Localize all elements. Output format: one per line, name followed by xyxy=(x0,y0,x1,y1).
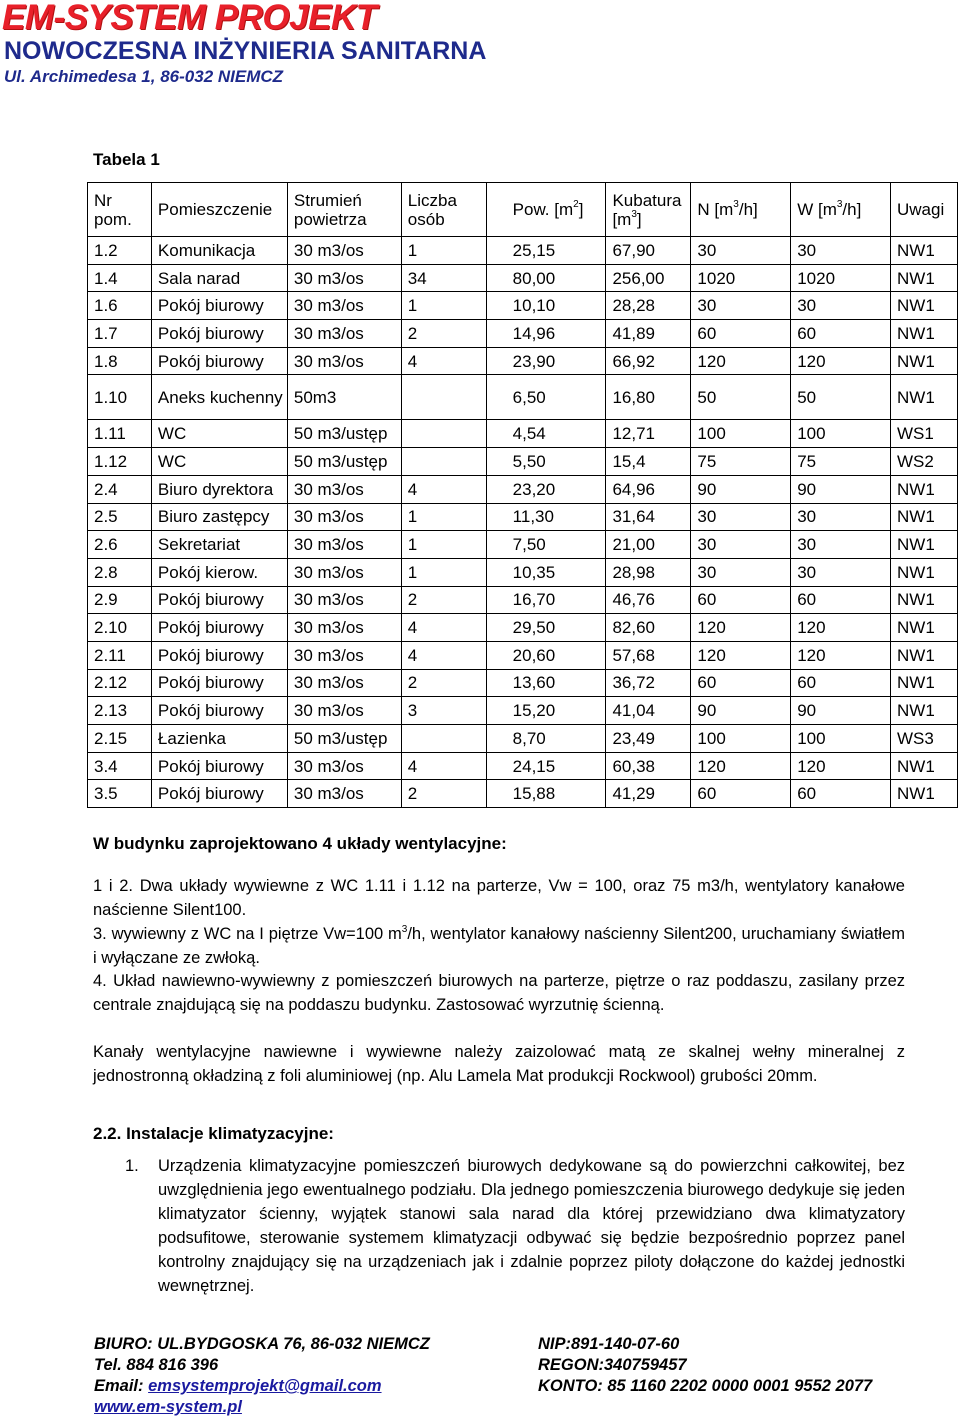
cell-nr: 1.12 xyxy=(88,448,152,476)
cell-pomieszczenie: Aneks kuchenny xyxy=(151,375,287,420)
cell-kubatura: 12,71 xyxy=(606,420,691,448)
cell-nr: 2.5 xyxy=(88,503,152,531)
cell-pomieszczenie: Pokój biurowy xyxy=(151,320,287,348)
cell-pomieszczenie: Pokój biurowy xyxy=(151,586,287,614)
cell-nr: 1.4 xyxy=(88,264,152,292)
cell-liczba: 2 xyxy=(401,780,486,808)
cell-liczba: 2 xyxy=(401,320,486,348)
cell-strumien: 30 m3/os xyxy=(287,752,401,780)
cell-uwagi: WS2 xyxy=(891,448,958,476)
cell-pow: 23,20 xyxy=(486,475,606,503)
cell-nr: 2.12 xyxy=(88,669,152,697)
cell-strumien: 50m3 xyxy=(287,375,401,420)
cell-pow: 7,50 xyxy=(486,531,606,559)
cell-strumien: 30 m3/os xyxy=(287,780,401,808)
table-row xyxy=(88,780,958,808)
header-kubatura: Kubatura $[m^3]$ xyxy=(606,183,691,237)
table-row xyxy=(88,320,958,348)
cell-pomieszczenie: Pokój biurowy xyxy=(151,669,287,697)
cell-kubatura: 21,00 xyxy=(606,531,691,559)
company-subtitle: NOWOCZESNA INŻYNIERIA SANITARNA xyxy=(4,37,487,65)
cell-strumien: 30 m3/os xyxy=(287,531,401,559)
cell-n: 120 xyxy=(691,641,791,669)
table-row xyxy=(88,752,958,780)
table-row xyxy=(88,448,958,476)
section-air-conditioning-heading: 2.2. Instalacje klimatyzacyjne: xyxy=(93,1124,334,1143)
cell-w: 60 xyxy=(791,669,891,697)
cell-uwagi: NW1 xyxy=(891,347,958,375)
cell-n: 100 xyxy=(691,725,791,753)
cell-n: 30 xyxy=(691,237,791,265)
cell-liczba: 2 xyxy=(401,586,486,614)
section-ventilation-heading: W budynku zaprojektowano 4 układy wentylacyjne: xyxy=(93,834,507,853)
cell-uwagi: NW1 xyxy=(891,780,958,808)
cell-n: 60 xyxy=(691,320,791,348)
cell-pomieszczenie: Pokój biurowy xyxy=(151,697,287,725)
cell-liczba xyxy=(401,448,486,476)
cell-w: 120 xyxy=(791,641,891,669)
header-w: W $[m^3/h]$ xyxy=(791,183,891,237)
cell-liczba: 4 xyxy=(401,641,486,669)
cell-w: 60 xyxy=(791,780,891,808)
paragraph-system-3: 3. wywiewny z WC na I piętrze Vw=100 $m^3/h$, wentylator kanałowy naścienny Silent200, uruchamiany światłem i wyłączane ze zwłoką. xyxy=(93,923,906,967)
footer-phone: Tel. 884 816 396 xyxy=(94,1356,219,1374)
paragraph-insulation: Kanały wentylacyjne nawiewne i wywiewne należy zaizolować matą ze skalnej wełny mineralnej z jednostronną okładziną z foli aluminiowej (np. Alu Lamela Mat produkcji Rockwool) grubości 20mm. xyxy=(93,1043,905,1085)
cell-n: 60 xyxy=(691,669,791,697)
cell-uwagi: WS1 xyxy=(891,420,958,448)
cell-kubatura: 67,90 xyxy=(606,237,691,265)
cell-nr: 2.8 xyxy=(88,558,152,586)
cell-nr: 2.15 xyxy=(88,725,152,753)
cell-kubatura: 82,60 xyxy=(606,614,691,642)
paragraph-system-4: 4. Układ nawiewno-wywiewny z pomieszczeń biurowych na parterze, piętrze o raz poddaszu, zasilany przez centrale znajdującą się na poddaszu budynku. Zastosować wyrzutnię ścienną. xyxy=(93,972,905,1014)
cell-pomieszczenie: Pokój biurowy xyxy=(151,780,287,808)
cell-uwagi: NW1 xyxy=(891,558,958,586)
cell-nr: 1.7 xyxy=(88,320,152,348)
cell-kubatura: 46,76 xyxy=(606,586,691,614)
cell-pomieszczenie: Biuro dyrektora xyxy=(151,475,287,503)
cell-w: 90 xyxy=(791,697,891,725)
cell-pomieszczenie: Pokój biurowy xyxy=(151,347,287,375)
table-row xyxy=(88,237,958,265)
cell-strumien: 30 m3/os xyxy=(287,614,401,642)
cell-uwagi: NW1 xyxy=(891,503,958,531)
cell-uwagi: NW1 xyxy=(891,669,958,697)
cell-liczba: 1 xyxy=(401,558,486,586)
table-row xyxy=(88,669,958,697)
cell-pow: 11,30 xyxy=(486,503,606,531)
cell-strumien: 50 m3/ustęp xyxy=(287,420,401,448)
cell-uwagi: NW1 xyxy=(891,320,958,348)
table-row xyxy=(88,614,958,642)
cell-pow: 6,50 xyxy=(486,375,606,420)
cell-kubatura: 23,49 xyxy=(606,725,691,753)
cell-w: 1020 xyxy=(791,264,891,292)
cell-nr: 2.9 xyxy=(88,586,152,614)
cell-strumien: 30 m3/os xyxy=(287,669,401,697)
cell-pomieszczenie: Biuro zastępcy xyxy=(151,503,287,531)
cell-pow: 8,70 xyxy=(486,725,606,753)
cell-strumien: 30 m3/os xyxy=(287,237,401,265)
cell-w: 50 xyxy=(791,375,891,420)
cell-n: 1020 xyxy=(691,264,791,292)
cell-uwagi: NW1 xyxy=(891,641,958,669)
cell-liczba: 2 xyxy=(401,669,486,697)
cell-pow: 24,15 xyxy=(486,752,606,780)
cell-pow: 15,20 xyxy=(486,697,606,725)
header-strumien: Strumień powietrza xyxy=(287,183,401,237)
table-row xyxy=(88,475,958,503)
cell-w: 30 xyxy=(791,237,891,265)
cell-pow: 13,60 xyxy=(486,669,606,697)
cell-kubatura: 28,98 xyxy=(606,558,691,586)
cell-kubatura: 31,64 xyxy=(606,503,691,531)
footer-konto: KONTO: 85 1160 2202 0000 0001 9552 2077 xyxy=(538,1377,873,1395)
cell-kubatura: 64,96 xyxy=(606,475,691,503)
cell-pow: 15,88 xyxy=(486,780,606,808)
footer-email-line: Email: emsystemprojekt@gmail.com xyxy=(94,1377,382,1395)
cell-kubatura: 36,72 xyxy=(606,669,691,697)
cell-n: 120 xyxy=(691,614,791,642)
company-address: Ul. Archimedesa 1, 86-032 NIEMCZ xyxy=(4,67,284,86)
cell-liczba: 1 xyxy=(401,292,486,320)
cell-strumien: 30 m3/os xyxy=(287,475,401,503)
cell-pow: 20,60 xyxy=(486,641,606,669)
website-link[interactable]: www.em-system.pl xyxy=(94,1398,242,1416)
cell-strumien: 30 m3/os xyxy=(287,503,401,531)
cell-kubatura: 41,04 xyxy=(606,697,691,725)
cell-nr: 3.5 xyxy=(88,780,152,808)
cell-n: 30 xyxy=(691,531,791,559)
cell-w: 120 xyxy=(791,347,891,375)
cell-liczba: 4 xyxy=(401,347,486,375)
cell-n: 30 xyxy=(691,292,791,320)
list-item-number: 1. xyxy=(125,1157,139,1175)
cell-w: 30 xyxy=(791,292,891,320)
cell-strumien: 30 m3/os xyxy=(287,558,401,586)
cell-kubatura: 41,29 xyxy=(606,780,691,808)
cell-liczba: 1 xyxy=(401,503,486,531)
cell-kubatura: 57,68 xyxy=(606,641,691,669)
cell-pomieszczenie: WC xyxy=(151,448,287,476)
table-row xyxy=(88,264,958,292)
table-row xyxy=(88,503,958,531)
cell-uwagi: NW1 xyxy=(891,292,958,320)
cell-n: 120 xyxy=(691,752,791,780)
header-nr: Nr pom. xyxy=(88,183,152,237)
table-row xyxy=(88,586,958,614)
ventilation-table xyxy=(87,182,958,808)
header-pomieszczenie: Pomieszczenie xyxy=(151,183,287,237)
cell-liczba: 34 xyxy=(401,264,486,292)
cell-pomieszczenie: Sala narad xyxy=(151,264,287,292)
cell-kubatura: 60,38 xyxy=(606,752,691,780)
cell-uwagi: NW1 xyxy=(891,614,958,642)
cell-w: 100 xyxy=(791,725,891,753)
cell-liczba: 4 xyxy=(401,752,486,780)
cell-pow: 25,15 xyxy=(486,237,606,265)
header-liczba: Liczba osób xyxy=(401,183,486,237)
cell-n: 30 xyxy=(691,558,791,586)
cell-strumien: 30 m3/os xyxy=(287,641,401,669)
table-row xyxy=(88,531,958,559)
cell-liczba: 4 xyxy=(401,614,486,642)
cell-nr: 1.10 xyxy=(88,375,152,420)
cell-pomieszczenie: WC xyxy=(151,420,287,448)
cell-nr: 2.6 xyxy=(88,531,152,559)
cell-w: 75 xyxy=(791,448,891,476)
cell-nr: 1.8 xyxy=(88,347,152,375)
cell-nr: 1.11 xyxy=(88,420,152,448)
table-label: Tabela 1 xyxy=(93,150,160,169)
cell-uwagi: NW1 xyxy=(891,375,958,420)
cell-w: 30 xyxy=(791,503,891,531)
footer-right xyxy=(538,1334,872,1397)
footer-office-address: BIURO: UL.BYDGOSKA 76, 86-032 NIEMCZ xyxy=(94,1335,430,1353)
cell-uwagi: NW1 xyxy=(891,586,958,614)
cell-w: 60 xyxy=(791,586,891,614)
table-row xyxy=(88,641,958,669)
cell-strumien: 30 m3/os xyxy=(287,320,401,348)
cell-w: 120 xyxy=(791,752,891,780)
cell-pow: 10,10 xyxy=(486,292,606,320)
cell-kubatura: 256,00 xyxy=(606,264,691,292)
cell-pomieszczenie: Pokój biurowy xyxy=(151,641,287,669)
cell-kubatura: 66,92 xyxy=(606,347,691,375)
cell-pow: 23,90 xyxy=(486,347,606,375)
cell-pomieszczenie: Pokój biurowy xyxy=(151,292,287,320)
cell-w: 30 xyxy=(791,531,891,559)
cell-pow: 4,54 xyxy=(486,420,606,448)
table-row xyxy=(88,420,958,448)
cell-n: 90 xyxy=(691,697,791,725)
cell-n: 60 xyxy=(691,780,791,808)
cell-strumien: 30 m3/os xyxy=(287,264,401,292)
cell-w: 90 xyxy=(791,475,891,503)
table-row xyxy=(88,375,958,420)
cell-liczba xyxy=(401,375,486,420)
cell-pomieszczenie: Pokój biurowy xyxy=(151,614,287,642)
cell-w: 60 xyxy=(791,320,891,348)
cell-n: 90 xyxy=(691,475,791,503)
table-row xyxy=(88,292,958,320)
cell-pow: 29,50 xyxy=(486,614,606,642)
cell-kubatura: 41,89 xyxy=(606,320,691,348)
cell-w: 120 xyxy=(791,614,891,642)
cell-liczba: 3 xyxy=(401,697,486,725)
email-link[interactable]: emsystemprojekt@gmail.com xyxy=(148,1377,382,1395)
cell-uwagi: NW1 xyxy=(891,697,958,725)
cell-nr: 1.6 xyxy=(88,292,152,320)
cell-pow: 16,70 xyxy=(486,586,606,614)
cell-pomieszczenie: Komunikacja xyxy=(151,237,287,265)
cell-nr: 2.11 xyxy=(88,641,152,669)
cell-liczba xyxy=(401,725,486,753)
cell-nr: 2.10 xyxy=(88,614,152,642)
cell-strumien: 30 m3/os xyxy=(287,292,401,320)
header-n: N $[m^3/h]$ xyxy=(691,183,791,237)
cell-n: 60 xyxy=(691,586,791,614)
cell-n: 100 xyxy=(691,420,791,448)
table-row xyxy=(88,558,958,586)
cell-w: 100 xyxy=(791,420,891,448)
cell-nr: 1.2 xyxy=(88,237,152,265)
cell-uwagi: NW1 xyxy=(891,475,958,503)
cell-nr: 2.13 xyxy=(88,697,152,725)
cell-n: 30 xyxy=(691,503,791,531)
paragraph-systems-1-2: 1 i 2. Dwa układy wywiewne z WC 1.11 i 1.12 na parterze, Vw = 100, oraz 75 m3/h, wentylatory kanałowe naścienne Silent100. xyxy=(93,877,905,919)
cell-strumien: 50 m3/ustęp xyxy=(287,448,401,476)
cell-pow: 14,96 xyxy=(486,320,606,348)
cell-uwagi: WS3 xyxy=(891,725,958,753)
cell-liczba: 4 xyxy=(401,475,486,503)
cell-uwagi: NW1 xyxy=(891,531,958,559)
footer-left xyxy=(94,1334,430,1418)
cell-uwagi: NW1 xyxy=(891,752,958,780)
cell-pow: 80,00 xyxy=(486,264,606,292)
cell-nr: 2.4 xyxy=(88,475,152,503)
cell-pow: 10,35 xyxy=(486,558,606,586)
cell-n: 120 xyxy=(691,347,791,375)
cell-strumien: 30 m3/os xyxy=(287,347,401,375)
cell-nr: 3.4 xyxy=(88,752,152,780)
cell-pomieszczenie: Pokój kierow. xyxy=(151,558,287,586)
table-header-row xyxy=(88,183,958,237)
header-uwagi: Uwagi xyxy=(891,183,958,237)
cell-liczba: 1 xyxy=(401,531,486,559)
cell-liczba xyxy=(401,420,486,448)
cell-strumien: 50 m3/ustęp xyxy=(287,725,401,753)
cell-uwagi: NW1 xyxy=(891,264,958,292)
cell-pomieszczenie: Sekretariat xyxy=(151,531,287,559)
footer-nip: NIP:891-140-07-60 xyxy=(538,1335,680,1353)
cell-pomieszczenie: Łazienka xyxy=(151,725,287,753)
cell-w: 30 xyxy=(791,558,891,586)
cell-pow: 5,50 xyxy=(486,448,606,476)
table-row xyxy=(88,725,958,753)
cell-kubatura: 15,4 xyxy=(606,448,691,476)
table-row xyxy=(88,347,958,375)
cell-strumien: 30 m3/os xyxy=(287,586,401,614)
company-logo-text: EM-SYSTEM PROJEKT xyxy=(2,0,377,37)
cell-pomieszczenie: Pokój biurowy xyxy=(151,752,287,780)
footer-regon: REGON:340759457 xyxy=(538,1356,687,1374)
cell-n: 75 xyxy=(691,448,791,476)
cell-liczba: 1 xyxy=(401,237,486,265)
header-pow: Pow. $[m^2]$ xyxy=(486,183,606,237)
cell-uwagi: NW1 xyxy=(891,237,958,265)
cell-kubatura: 28,28 xyxy=(606,292,691,320)
list-item-text: Urządzenia klimatyzacyjne pomieszczeń biurowych dedykowane są do powierzchni całkowitej, bez uwzględnienia jego ewentualnego podziału. Dla jednego pomieszczenia biurowego dedykuje się jeden klimatyzator ścienny, wyjątek stanowi sala narad dla której przewidziano dwa klimatyzatory podsufitowe, sterowanie systemem klimatyzacji odbywać się będzie bezpośrednio poprzez panel kontrolny znajdujący się na urządzeniach jak i zdalnie poprzez piloty dołączone do każdej jednostki wewnętrznej. xyxy=(158,1157,905,1295)
table-row xyxy=(88,697,958,725)
cell-strumien: 30 m3/os xyxy=(287,697,401,725)
cell-n: 50 xyxy=(691,375,791,420)
cell-kubatura: 16,80 xyxy=(606,375,691,420)
